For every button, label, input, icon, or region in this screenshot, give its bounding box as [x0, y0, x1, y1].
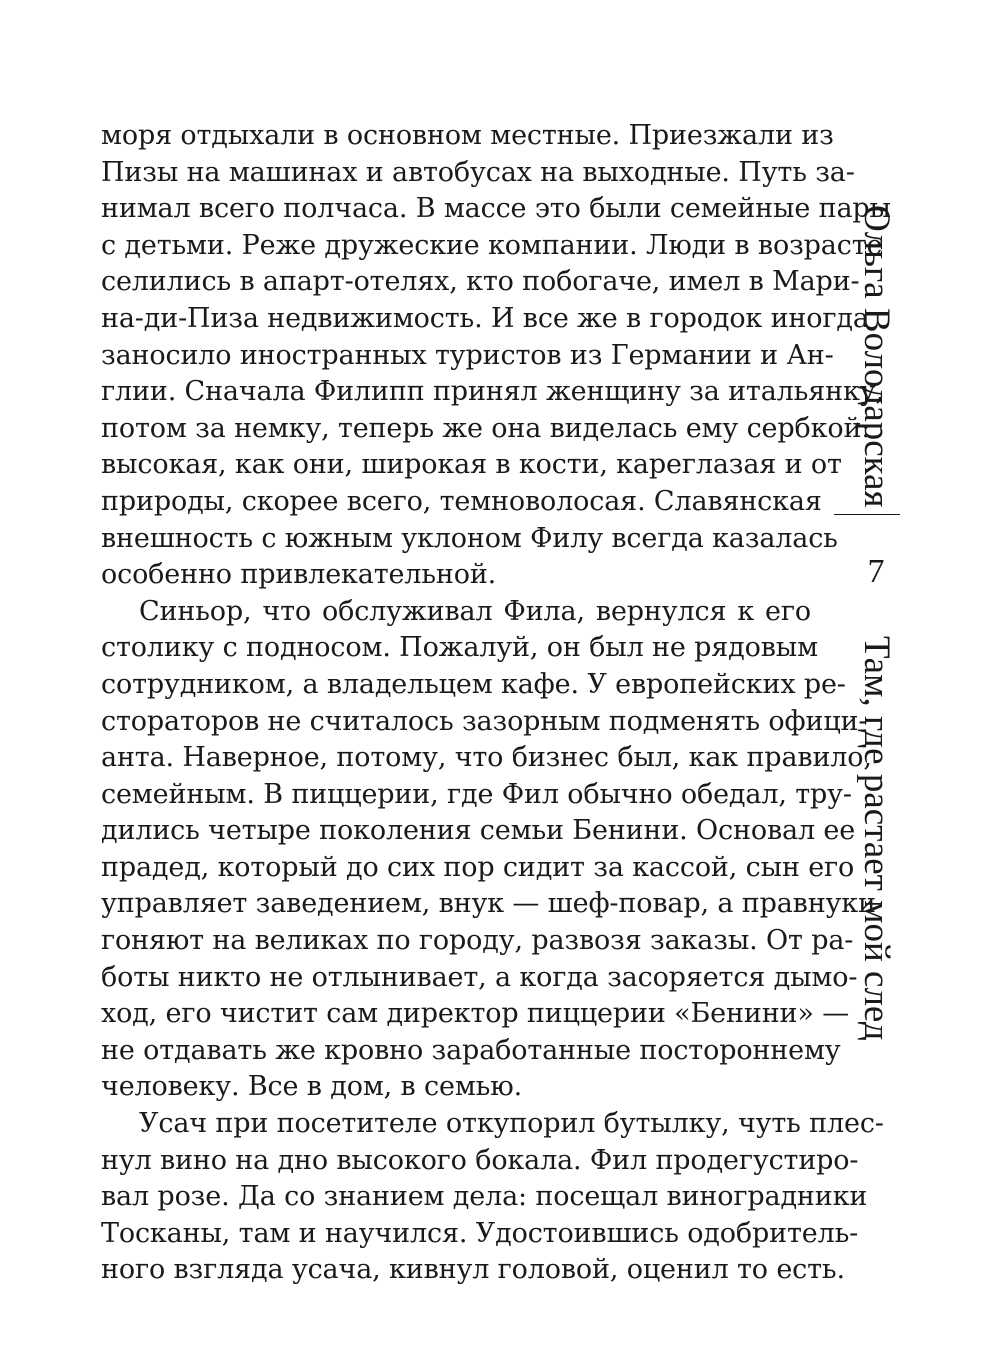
text-line: на-ди-Пиза недвижимость. И все же в городок иногда — [101, 302, 869, 334]
running-head-author: Ольга Володарская — [856, 205, 897, 508]
paragraph-2 — [101, 594, 876, 1106]
text-line: моря отдыхали в основном местные. Приезжали из — [101, 120, 834, 151]
text-line: внешность с южным уклоном Филу всегда казалась — [101, 522, 838, 554]
text-line: не отдавать же кровно заработанные постороннему — [101, 1034, 841, 1066]
text-line: сотрудником, а владельцем кафе. У европейских ре- — [101, 668, 846, 700]
text-line: особенно привлекательной. — [101, 559, 497, 591]
running-head-book-title: Там, где растает мой след — [856, 636, 897, 1041]
text-line: ного взгляда усача, кивнул головой, оценил то есть. — [101, 1254, 845, 1286]
text-line: с детьми. Реже дружеские компании. Люди в возрасте — [101, 229, 883, 261]
text-line: анта. Наверное, потому, что бизнес был, как правило, — [101, 742, 872, 774]
text-line: Тосканы, там и научился. Удостоившись одобритель- — [101, 1217, 859, 1249]
text-line: боты никто не отлынивает, а когда засоряется дымо- — [101, 961, 858, 993]
text-line: вал розе. Да со знанием дела: посещал виноградники — [101, 1181, 868, 1213]
text-line: дились четыре поколения семьи Бенини. Основал ее — [101, 815, 856, 847]
page-number: 7 — [867, 553, 885, 590]
text-line: семейным. В пиццерии, где Фил обычно обедал, тру- — [101, 778, 852, 810]
text-line: потом за немку, теперь же она виделась ему сербкой: — [101, 412, 871, 444]
text-line: управляет заведением, внук — шеф-повар, а правнуки — [101, 888, 876, 920]
text-line: селились в апарт-отелях, кто побогаче, имел в Мари- — [101, 266, 860, 298]
text-line: человеку. Все в дом, в семью. — [101, 1071, 523, 1103]
text-line: Синьор, что обслуживал Фила, вернулся к его — [139, 595, 811, 627]
text-line: нимал всего полчаса. В массе это были семейные пары — [101, 193, 891, 225]
text-line: заносило иностранных туристов из Германии и Ан- — [101, 339, 834, 371]
running-head — [848, 0, 904, 1346]
text-line: глии. Сначала Филипп принял женщину за итальянку, — [101, 376, 884, 408]
paragraph-3 — [101, 1106, 884, 1289]
text-line: ход, его чистит сам директор пиццерии «Бенини» — — [101, 998, 850, 1030]
text-line: природы, скорее всего, темноволосая. Славянская — [101, 485, 822, 517]
text-line: стораторов не считалось зазорным подменять офици- — [101, 705, 868, 737]
text-line: нул вино на дно высокого бокала. Фил продегустиро- — [101, 1144, 859, 1176]
text-line: гоняют на великах по городу, развозя заказы. От ра- — [101, 925, 854, 957]
text-line: Пизы на машинах и автобусах на выходные. Путь за- — [101, 156, 855, 188]
text-line: столику с подносом. Пожалуй, он был не рядовым — [101, 632, 818, 664]
text-line: высокая, как они, широкая в кости, кареглазая и от — [101, 449, 842, 481]
running-head-divider — [834, 514, 900, 515]
text-line: Усач при посетителе откупорил бутылку, чуть плес- — [139, 1108, 884, 1140]
text-line: прадед, который до сих пор сидит за кассой, сын его — [101, 851, 855, 883]
